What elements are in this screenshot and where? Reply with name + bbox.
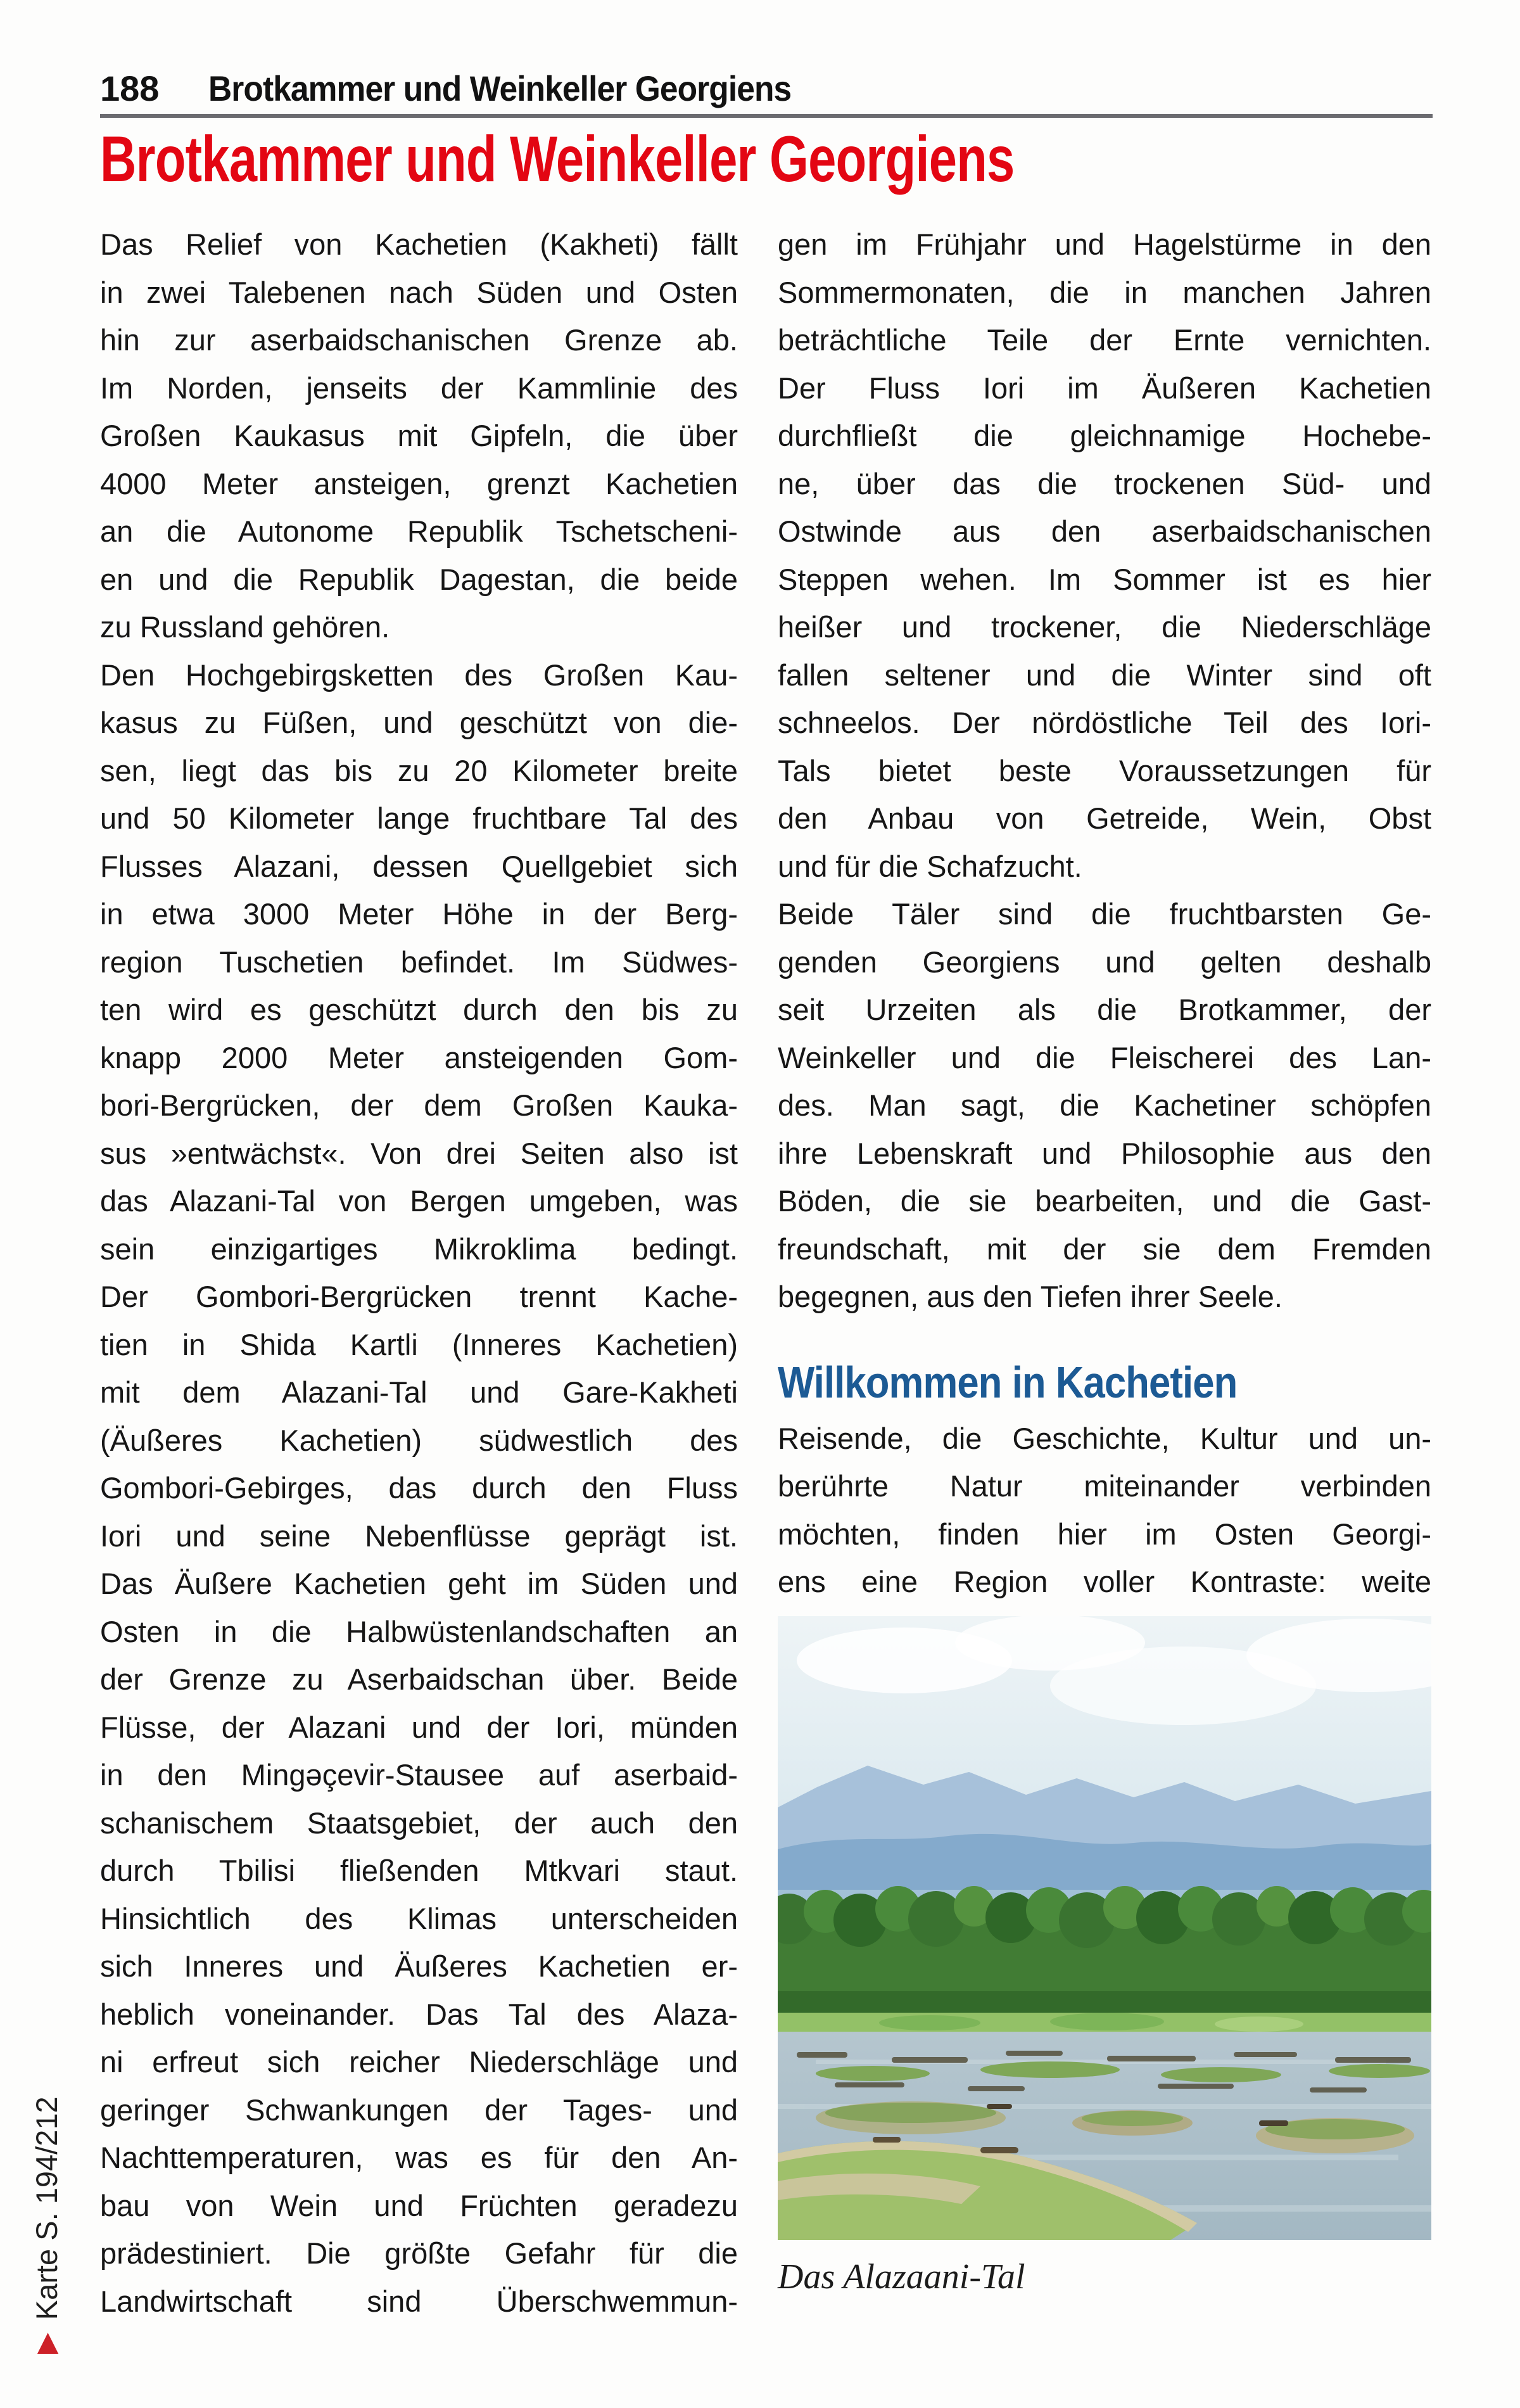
page-header	[100, 70, 1433, 108]
text-line: sus »entwächst«. Von drei Seiten also ist	[100, 1136, 738, 1170]
text-line: kasus zu Füßen, und geschützt von die-	[100, 706, 738, 739]
text-line: Sommermonaten, die in manchen Jahren	[778, 275, 1431, 309]
text-line: hin zur aserbaidschanischen Grenze ab.	[100, 323, 738, 357]
text-line: Böden, die sie bearbeiten, und die Gast-	[778, 1184, 1431, 1218]
text-line: den Anbau von Getreide, Wein, Obst	[778, 801, 1431, 835]
text-line: begegnen, aus den Tiefen ihrer Seele.	[778, 1280, 1282, 1313]
text-line: Der Fluss Iori im Äußeren Kachetien	[778, 371, 1431, 405]
text-line: an die Autonome Republik Tschetscheni-	[100, 514, 738, 548]
text-line: prädestiniert. Die größte Gefahr für die	[100, 2236, 738, 2270]
text-line: in etwa 3000 Meter Höhe in der Berg-	[100, 897, 738, 931]
text-line: knapp 2000 Meter ansteigenden Gom-	[100, 1040, 738, 1074]
page-number: 188	[100, 68, 160, 108]
text-line: Den Hochgebirgsketten des Großen Kau-	[100, 658, 738, 692]
text-line: Flüsse, der Alazani und der Iori, münden	[100, 1710, 738, 1744]
text-line: zu Russland gehören.	[100, 610, 390, 644]
text-line: möchten, finden hier im Osten Georgi-	[778, 1517, 1431, 1551]
text-line: heißer und trockener, die Niederschläge	[778, 610, 1431, 644]
text-line: seit Urzeiten als die Brotkammer, der	[778, 993, 1431, 1026]
text-line: Osten in die Halbwüstenlandschaften an	[100, 1614, 738, 1648]
alazani-photo-svg	[778, 1616, 1431, 2240]
text-line: freundschaft, mit der sie dem Fremden	[778, 1232, 1431, 1266]
text-line: und für die Schafzucht.	[778, 849, 1082, 883]
text-line: durchfließt die gleichnamige Hochebe-	[778, 419, 1431, 452]
text-line: in zwei Talebenen nach Süden und Osten	[100, 275, 738, 309]
text-line: Weinkeller und die Fleischerei des Lan-	[778, 1040, 1431, 1074]
triangle-icon: ▶	[30, 2333, 61, 2354]
text-line: Ostwinde aus den aserbaidschanischen	[778, 514, 1431, 548]
text-line: schneelos. Der nördöstliche Teil des Iori-	[778, 706, 1431, 739]
alazani-valley-photo	[778, 1616, 1431, 2297]
chapter-title: Brotkammer und Weinkeller Georgiens	[100, 123, 1015, 195]
section-heading: Willkommen in Kachetien	[778, 1357, 1238, 1407]
text-line: gen im Frühjahr und Hagelstürme in den	[778, 227, 1431, 261]
text-column-right	[778, 220, 1431, 2297]
text-line: Nachttemperaturen, was es für den An-	[100, 2141, 738, 2174]
text-line: und 50 Kilometer lange fruchtbare Tal des	[100, 801, 738, 835]
header-rule	[100, 114, 1433, 118]
text-line: region Tuschetien befindet. Im Südwes-	[100, 945, 738, 979]
text-line: Landwirtschaft sind Überschwemmun-	[100, 2284, 738, 2318]
photo-caption: Das Alazaani-Tal	[778, 2257, 1025, 2297]
text-line: des. Man sagt, die Kachetiner schöpfen	[778, 1088, 1431, 1122]
map-reference-note	[28, 1949, 65, 2354]
text-line: schanischem Staatsgebiet, der auch den	[100, 1806, 738, 1840]
text-line: Das Relief von Kachetien (Kakheti) fällt	[100, 227, 738, 261]
text-line: Der Gombori-Bergrücken trennt Kache-	[100, 1280, 738, 1313]
text-column-left	[100, 220, 738, 2325]
text-line: genden Georgiens und gelten deshalb	[778, 945, 1431, 979]
text-line: (Äußeres Kachetien) südwestlich des	[100, 1423, 738, 1457]
text-line: ten wird es geschützt durch den bis zu	[100, 993, 738, 1026]
text-line: ihre Lebenskraft und Philosophie aus den	[778, 1136, 1431, 1170]
text-line: das Alazani-Tal von Bergen umgeben, was	[100, 1184, 738, 1218]
text-line: berührte Natur miteinander verbinden	[778, 1469, 1431, 1503]
text-line: ens eine Region voller Kontraste: weite	[778, 1565, 1431, 1598]
text-line: bau von Wein und Früchten geradezu	[100, 2188, 738, 2222]
text-line: 4000 Meter ansteigen, grenzt Kachetien	[100, 466, 738, 500]
text-line: Steppen wehen. Im Sommer ist es hier	[778, 562, 1431, 596]
text-line: Das Äußere Kachetien geht im Süden und	[100, 1567, 738, 1600]
text-line: fallen seltener und die Winter sind oft	[778, 658, 1431, 692]
text-line: geringer Schwankungen der Tages- und	[100, 2093, 738, 2127]
text-line: ne, über das die trockenen Süd- und	[778, 466, 1431, 500]
text-line: Flusses Alazani, dessen Quellgebiet sich	[100, 849, 738, 883]
text-line: ni erfreut sich reicher Niederschläge und	[100, 2045, 738, 2079]
text-line: in den Mingəçevir-Stausee auf aserbaid-	[100, 1758, 738, 1792]
text-column-right-blocks	[778, 220, 1431, 1606]
text-line: Reisende, die Geschichte, Kultur und un-	[778, 1421, 1431, 1455]
text-line: beträchtliche Teile der Ernte vernichten.	[778, 323, 1431, 357]
text-line: en und die Republik Dagestan, die beide	[100, 562, 738, 596]
text-line: der Grenze zu Aserbaidschan über. Beide	[100, 1662, 738, 1696]
text-line: Großen Kaukasus mit Gipfeln, die über	[100, 419, 738, 452]
text-line: Iori und seine Nebenflüsse geprägt ist.	[100, 1519, 738, 1553]
text-line: Beide Täler sind die fruchtbarsten Ge-	[778, 897, 1431, 931]
text-line: mit dem Alazani-Tal und Gare-Kakheti	[100, 1375, 738, 1409]
map-reference-label: Karte S. 194/212	[29, 2096, 63, 2321]
text-line: tien in Shida Kartli (Inneres Kachetien)	[100, 1327, 738, 1361]
text-line: Hinsichtlich des Klimas unterscheiden	[100, 1901, 738, 1935]
text-line: sein einzigartiges Mikroklima bedingt.	[100, 1232, 738, 1266]
running-head: Brotkammer und Weinkeller Georgiens	[208, 68, 792, 108]
text-line: sich Inneres und Äußeres Kachetien er-	[100, 1949, 738, 1983]
text-line: sen, liegt das bis zu 20 Kilometer breite	[100, 753, 738, 787]
text-line: Gombori-Gebirges, das durch den Fluss	[100, 1471, 738, 1505]
text-line: Im Norden, jenseits der Kammlinie des	[100, 371, 738, 405]
text-line: Tals bietet beste Voraussetzungen für	[778, 753, 1431, 787]
photo-treeline	[778, 1886, 1431, 2018]
text-line: durch Tbilisi fließenden Mtkvari staut.	[100, 1854, 738, 1887]
text-line: bori-Bergrücken, der dem Großen Kauka-	[100, 1088, 738, 1122]
text-line: heblich voneinander. Das Tal des Alaza-	[100, 1997, 738, 2031]
